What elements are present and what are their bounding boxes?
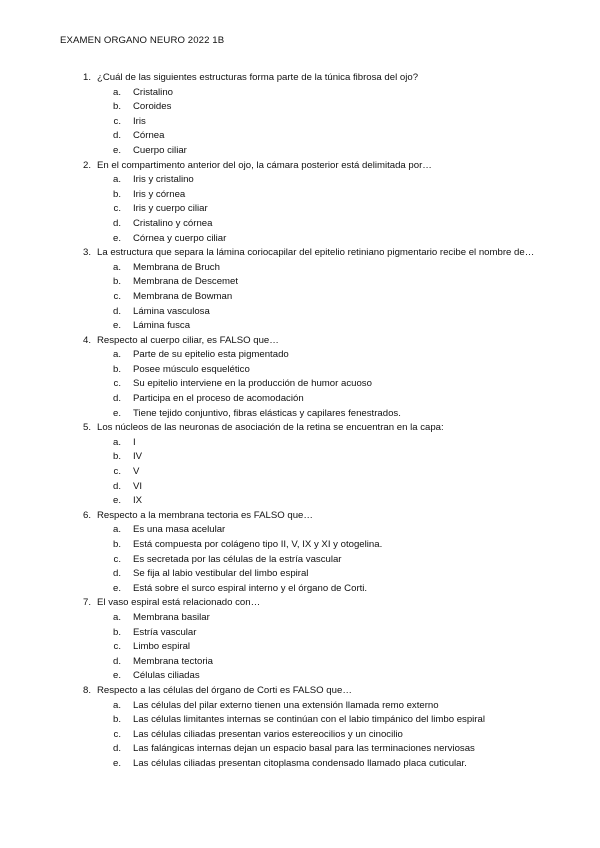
option-letter: e. bbox=[112, 320, 121, 332]
option-item bbox=[60, 728, 550, 743]
question-row bbox=[60, 509, 550, 524]
option-text: Estría vascular bbox=[133, 626, 197, 638]
question-row bbox=[60, 684, 550, 699]
option-text: Es secretada por las células de la estría vascular bbox=[133, 553, 342, 565]
option-item bbox=[60, 188, 550, 203]
option-text: Está compuesta por colágeno tipo II, V, IX y XI y otogelina. bbox=[133, 539, 383, 550]
option-letter: e. bbox=[112, 407, 121, 419]
option-item bbox=[60, 392, 550, 407]
option-text: Córnea bbox=[133, 130, 165, 142]
option-text: Las células limitantes internas se continúan con el labio timpánico del limbo espiral bbox=[133, 714, 485, 726]
option-item bbox=[60, 129, 550, 144]
option-letter: c. bbox=[113, 466, 121, 478]
option-item bbox=[60, 436, 550, 451]
question-number: 2. bbox=[82, 159, 91, 171]
option-text: Membrana de Descemet bbox=[133, 276, 239, 288]
option-text: Las células ciliadas presentan varios estereocilios y un cinocilio bbox=[133, 728, 403, 740]
question-row bbox=[60, 246, 550, 261]
option-letter: d. bbox=[112, 217, 121, 229]
option-text: Lámina vasculosa bbox=[133, 305, 210, 317]
option-text: Cristalino y córnea bbox=[133, 217, 213, 229]
option-letter: b. bbox=[112, 451, 121, 463]
question bbox=[60, 509, 550, 597]
question-number: 6. bbox=[82, 509, 91, 521]
page-header: EXAMEN ORGANO NEURO 2022 1B bbox=[60, 35, 225, 46]
option-item bbox=[60, 144, 550, 159]
option-text: I bbox=[133, 436, 136, 448]
option-text: Cuerpo ciliar bbox=[133, 144, 187, 156]
option-text: Parte de su epitelio esta pigmentado bbox=[133, 349, 289, 361]
question-number: 3. bbox=[82, 247, 91, 259]
option-item bbox=[60, 655, 550, 670]
option-text: Células ciliadas bbox=[133, 670, 200, 682]
option-item bbox=[60, 115, 550, 130]
option-item bbox=[60, 465, 550, 480]
option-letter: d. bbox=[112, 743, 121, 755]
option-list bbox=[60, 699, 550, 772]
option-item bbox=[60, 640, 550, 655]
option-letter: c. bbox=[113, 115, 121, 127]
option-letter: e. bbox=[112, 670, 121, 682]
option-item bbox=[60, 100, 550, 115]
question-text: En el compartimento anterior del ojo, la cámara posterior está delimitada por… bbox=[97, 159, 432, 171]
option-item bbox=[60, 626, 550, 641]
option-list bbox=[60, 261, 550, 334]
question-text: Respecto al cuerpo ciliar, es FALSO que… bbox=[97, 334, 279, 346]
option-list bbox=[60, 173, 550, 246]
option-letter: c. bbox=[113, 641, 121, 653]
question-text: La estructura que separa la lámina coriocapilar del epitelio retiniano pigmentario recibe el nombre de… bbox=[97, 247, 535, 259]
option-letter: d. bbox=[112, 305, 121, 317]
option-item bbox=[60, 742, 550, 757]
option-text: Tiene tejido conjuntivo, fibras elásticas y capilares fenestrados. bbox=[133, 407, 401, 419]
question-row bbox=[60, 596, 550, 611]
option-item bbox=[60, 377, 550, 392]
option-letter: c. bbox=[113, 728, 121, 740]
option-text: Está sobre el surco espiral interno y el órgano de Corti. bbox=[133, 582, 368, 594]
option-letter: a. bbox=[112, 174, 121, 186]
option-letter: d. bbox=[112, 480, 121, 492]
option-item bbox=[60, 567, 550, 582]
option-text: Lámina fusca bbox=[133, 320, 191, 332]
option-item bbox=[60, 494, 550, 509]
option-text: Las falángicas internas dejan un espacio basal para las terminaciones nerviosas bbox=[133, 743, 475, 755]
option-text: IV bbox=[133, 451, 143, 463]
option-letter: e. bbox=[112, 232, 121, 244]
question-number: 5. bbox=[82, 422, 91, 434]
option-item bbox=[60, 348, 550, 363]
option-letter: c. bbox=[113, 290, 121, 302]
question-text: Los núcleos de las neuronas de asociación de la retina se encuentran en la capa: bbox=[97, 422, 444, 434]
option-item bbox=[60, 669, 550, 684]
option-list bbox=[60, 611, 550, 684]
question-number: 7. bbox=[82, 597, 91, 609]
option-item bbox=[60, 480, 550, 495]
option-text: Limbo espiral bbox=[133, 641, 191, 653]
option-letter: d. bbox=[112, 130, 121, 142]
option-text: Coroides bbox=[133, 101, 172, 113]
option-text: V bbox=[133, 466, 140, 478]
question bbox=[60, 334, 550, 422]
option-letter: a. bbox=[112, 261, 121, 273]
option-letter: e. bbox=[112, 495, 121, 507]
question bbox=[60, 421, 550, 509]
option-text: Membrana tectoria bbox=[133, 655, 213, 667]
question bbox=[60, 159, 550, 247]
option-text: Membrana de Bowman bbox=[133, 290, 233, 302]
option-text: Las células del pilar externo tienen una extensión llamada remo externo bbox=[133, 699, 439, 711]
option-text: Iris y cuerpo ciliar bbox=[133, 203, 208, 215]
option-item bbox=[60, 319, 550, 334]
question-text: Respecto a la membrana tectoria es FALSO que… bbox=[97, 509, 313, 521]
option-text: Córnea y cuerpo ciliar bbox=[133, 232, 227, 244]
option-letter: a. bbox=[112, 86, 121, 98]
question-text: Respecto a las células del órgano de Corti es FALSO que… bbox=[97, 684, 352, 696]
option-letter: d. bbox=[112, 393, 121, 405]
option-letter: b. bbox=[112, 188, 121, 200]
option-item bbox=[60, 538, 550, 553]
question-row bbox=[60, 71, 550, 86]
option-letter: a. bbox=[112, 524, 121, 536]
option-item bbox=[60, 450, 550, 465]
option-item bbox=[60, 699, 550, 714]
option-item bbox=[60, 275, 550, 290]
option-item bbox=[60, 363, 550, 378]
option-item bbox=[60, 86, 550, 101]
question-number: 4. bbox=[82, 334, 91, 346]
question bbox=[60, 71, 550, 159]
question-row bbox=[60, 159, 550, 174]
option-text: Es una masa acelular bbox=[133, 524, 226, 536]
option-item bbox=[60, 713, 550, 728]
question-row bbox=[60, 421, 550, 436]
option-text: VI bbox=[133, 480, 143, 492]
option-item bbox=[60, 217, 550, 232]
question-text: ¿Cuál de las siguientes estructuras forma parte de la túnica fibrosa del ojo? bbox=[97, 72, 419, 83]
option-letter: b. bbox=[112, 626, 121, 638]
option-text: Posee músculo esquelético bbox=[133, 363, 250, 375]
option-text: Se fija al labio vestibular del limbo espiral bbox=[133, 568, 309, 580]
option-text: IX bbox=[133, 495, 143, 507]
option-item bbox=[60, 173, 550, 188]
option-letter: d. bbox=[112, 568, 121, 580]
option-letter: b. bbox=[112, 714, 121, 726]
question bbox=[60, 596, 550, 684]
option-item bbox=[60, 582, 550, 597]
option-text: Iris bbox=[133, 115, 146, 127]
question-number: 1. bbox=[82, 72, 91, 83]
option-letter: a. bbox=[112, 611, 121, 623]
option-item bbox=[60, 202, 550, 217]
option-letter: b. bbox=[112, 276, 121, 288]
option-item bbox=[60, 407, 550, 422]
option-item bbox=[60, 611, 550, 626]
option-letter: e. bbox=[112, 582, 121, 594]
option-letter: c. bbox=[113, 203, 121, 215]
option-letter: b. bbox=[112, 363, 121, 375]
option-letter: a. bbox=[112, 349, 121, 361]
question-row bbox=[60, 334, 550, 349]
option-item bbox=[60, 523, 550, 538]
question-list bbox=[60, 71, 550, 772]
option-text: Las células ciliadas presentan citoplasma condensado llamado placa cuticular. bbox=[133, 757, 467, 769]
option-letter: b. bbox=[112, 539, 121, 550]
option-list bbox=[60, 348, 550, 421]
option-item bbox=[60, 261, 550, 276]
option-text: Iris y cristalino bbox=[133, 174, 194, 186]
option-item bbox=[60, 757, 550, 772]
option-text: Membrana de Bruch bbox=[133, 261, 220, 273]
option-letter: a. bbox=[112, 699, 121, 711]
option-text: Su epitelio interviene en la producción de humor acuoso bbox=[133, 378, 372, 390]
option-list bbox=[60, 436, 550, 509]
option-letter: b. bbox=[112, 101, 121, 113]
option-letter: d. bbox=[112, 655, 121, 667]
option-letter: e. bbox=[112, 144, 121, 156]
option-item bbox=[60, 232, 550, 247]
option-text: Participa en el proceso de acomodación bbox=[133, 393, 304, 405]
option-item bbox=[60, 553, 550, 568]
option-text: Iris y córnea bbox=[133, 188, 186, 200]
option-item bbox=[60, 305, 550, 320]
question-number: 8. bbox=[82, 684, 91, 696]
option-item bbox=[60, 290, 550, 305]
option-text: Cristalino bbox=[133, 86, 173, 98]
question bbox=[60, 246, 550, 334]
option-text: Membrana basilar bbox=[133, 611, 210, 623]
option-list bbox=[60, 523, 550, 596]
option-list bbox=[60, 86, 550, 159]
option-letter: c. bbox=[113, 378, 121, 390]
question-text: El vaso espiral está relacionado con… bbox=[97, 597, 261, 609]
question bbox=[60, 684, 550, 772]
option-letter: e. bbox=[112, 757, 121, 769]
option-letter: c. bbox=[113, 553, 121, 565]
option-letter: a. bbox=[112, 436, 121, 448]
